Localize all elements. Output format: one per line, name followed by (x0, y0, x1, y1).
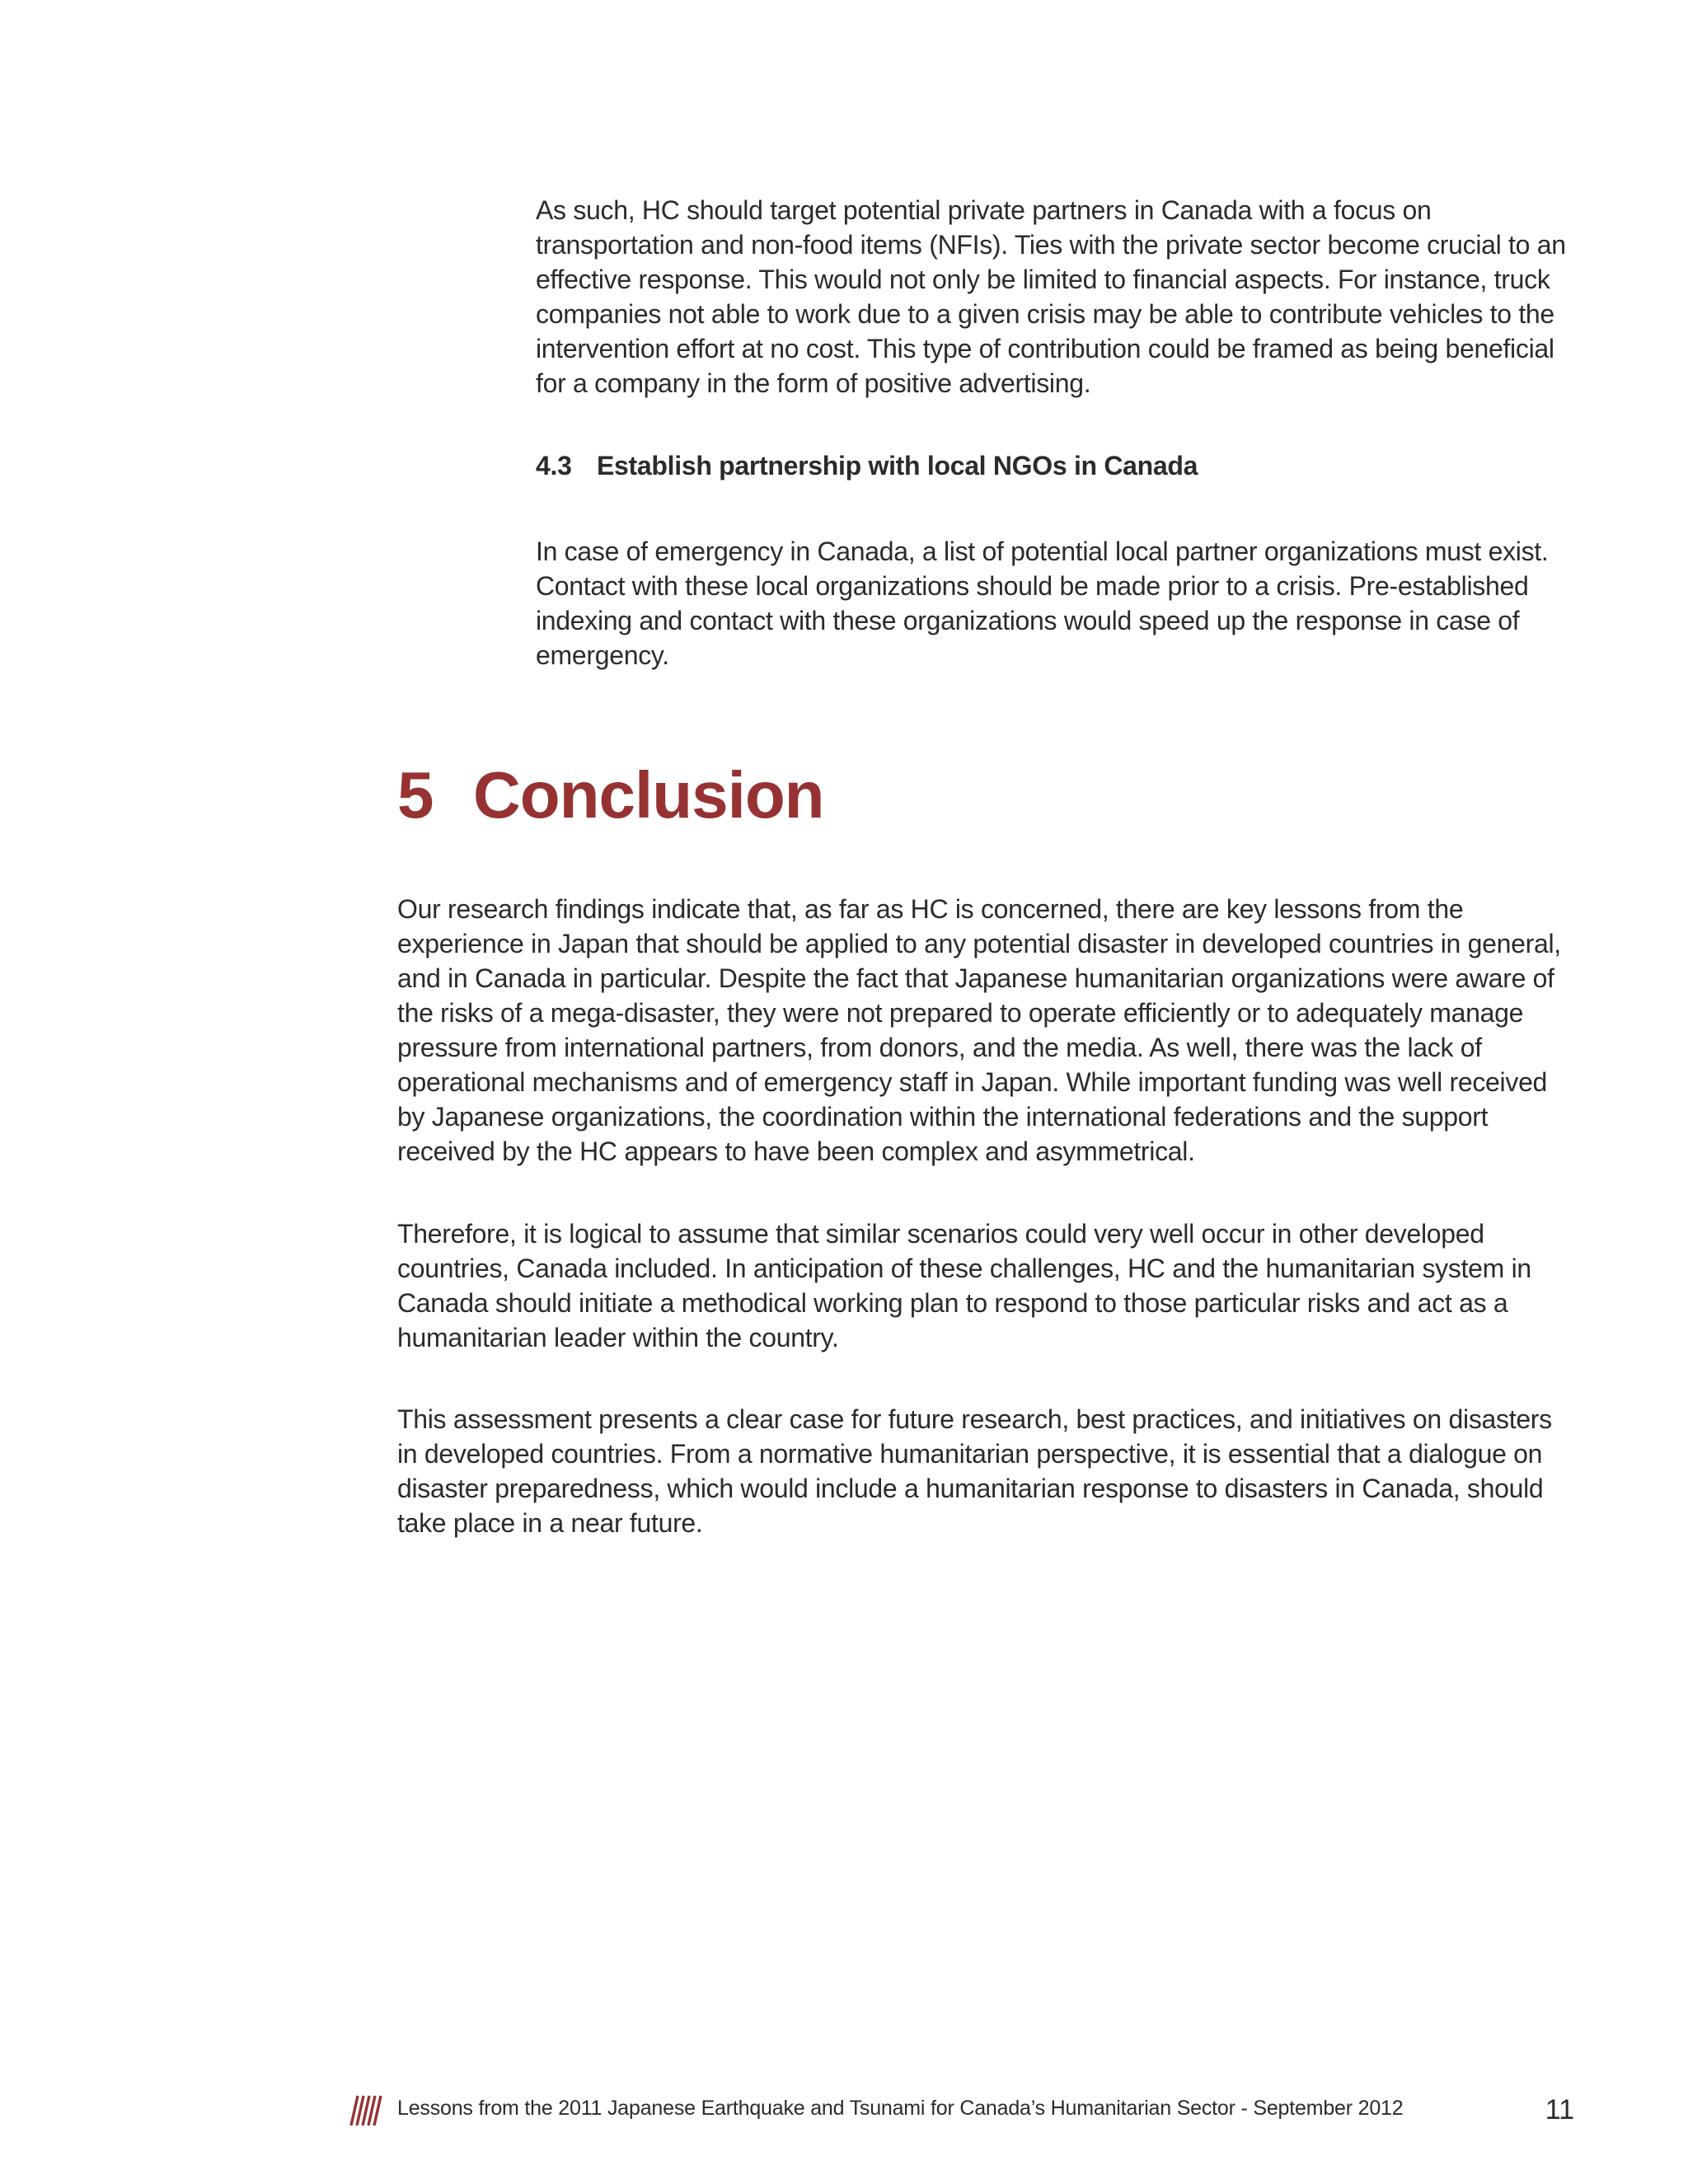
section-title (397, 754, 824, 837)
intro-paragraph: As such, HC should target potential private partners in Canada with a focus on transportation and non-food items (NFIs). Ties with the private sector become crucial to an effective response. This would not only be limited to financial aspects. For instance, truck companies not able to work due to a given crisis may be able to contribute vehicles to the intervention effort at no cost. This type of contribution could be framed as being beneficial for a company in the form of positive advertising. (536, 195, 1566, 398)
conclusion-paragraph-1: Our research findings indicate that, as far as HC is concerned, there are key lessons from the experience in Japan that should be applied to any potential disaster in developed countries in general, and in Canada in particular. Despite the fact that Japanese humanitarian organizations were aware of the risks of a mega-disaster, they were not prepared to operate efficiently or to adequately manage pressure from international partners, from donors, and the media. As well, there was the lack of operational mechanisms and of emergency staff in Japan. While important funding was well received by Japanese organizations, the coordination within the international federations and the support received by the HC appears to have been complex and asymmetrical. (397, 894, 1561, 1166)
page-footer (346, 2090, 1615, 2131)
slash-stripes-icon (346, 2095, 384, 2126)
conclusion-paragraph-2: Therefore, it is logical to assume that similar scenarios could very well occur in other developed countries, Canada included. In anticipation of these challenges, HC and the humanitarian system in Canada should initiate a methodical working plan to respond to those particular risks and act as a humanitarian leader within the country. (397, 1219, 1531, 1352)
conclusion-paragraph-3: This assessment presents a clear case for future research, best practices, and initiatives on disasters in developed countries. From a normative humanitarian perspective, it is essential that a dialogue on disaster preparedness, which would include a humanitarian response to disasters in Canada, should take place in a near future. (397, 1404, 1552, 1538)
section-title-text: Conclusion (473, 758, 824, 832)
page-number: 11 (1545, 2094, 1574, 2125)
subsection-heading (536, 448, 1198, 483)
subsection-paragraph: In case of emergency in Canada, a list of potential local partner organizations must exist. Contact with these local organizations should be made prior to a crisis. Pre-established indexing and contact with these organizations would speed up the response in case of emergency. (536, 537, 1549, 670)
subsection-number: 4.3 (536, 451, 572, 480)
section-number: 5 (397, 758, 434, 832)
footer-text: Lessons from the 2011 Japanese Earthquake and Tsunami for Canada’s Humanitarian Sector - September 2012 (397, 2097, 1404, 2120)
subsection-title: Establish partnership with local NGOs in Canada (597, 451, 1198, 480)
